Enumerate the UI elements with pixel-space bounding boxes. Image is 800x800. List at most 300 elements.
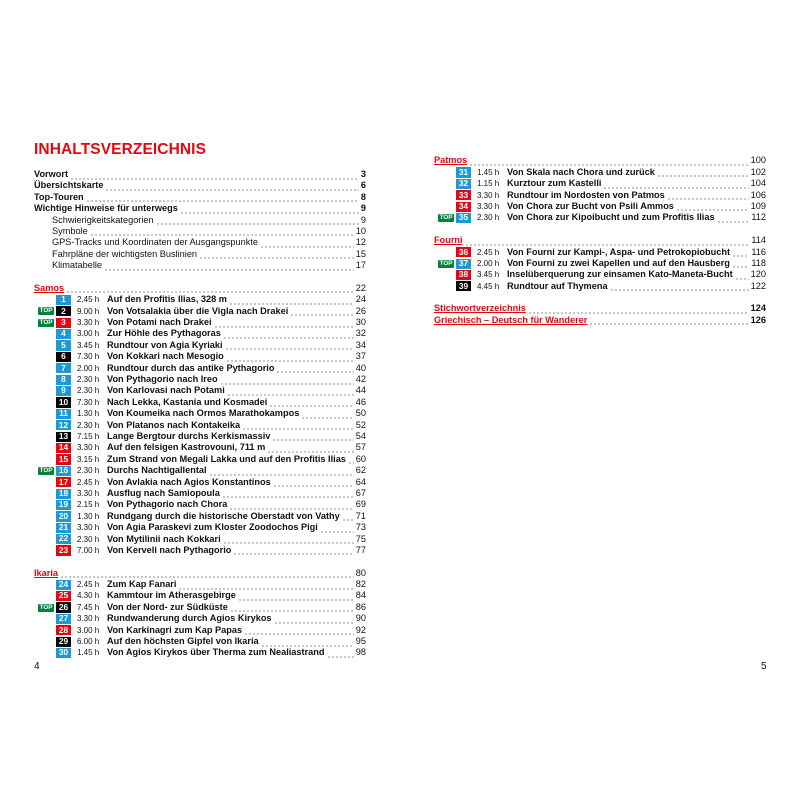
toc-entry-label: Griechisch – Deutsch für Wanderer (434, 314, 588, 325)
tour-number-badge: 23 (56, 545, 71, 555)
tour-number-badge: 15 (56, 454, 71, 464)
leader-dots (199, 249, 354, 260)
tour-page: 34 (355, 339, 366, 350)
tour-page: 60 (355, 453, 366, 464)
leader-dots (735, 269, 749, 280)
tour-number-badge: 14 (56, 443, 71, 453)
toc-entry-label: Klimatabelle (52, 260, 103, 271)
toc-entry[interactable] (34, 192, 366, 203)
leader-dots (223, 534, 354, 545)
leader-dots (301, 408, 353, 419)
page-number-left: 4 (34, 661, 40, 672)
tour-number-badge: 39 (456, 281, 471, 291)
tour-duration: 3.15 h (77, 454, 100, 464)
tour-number-badge: 9 (56, 386, 71, 396)
tour-number-badge: 24 (56, 580, 71, 590)
tour-title: Rundtour im Nordosten von Patmos (507, 189, 665, 200)
toc-entry-label: Symbole (52, 225, 88, 236)
top-badge-slot (34, 307, 56, 315)
tour-duration: 4.45 h (477, 281, 500, 291)
tour-title: Rundgang durch die historische Oberstadt von Vathy (107, 510, 340, 521)
tour-entry[interactable] (34, 511, 366, 522)
tour-page: 90 (355, 613, 366, 624)
tour-title: Von Platanos nach Kontakeika (107, 419, 241, 430)
toc-entry-page: 6 (360, 180, 366, 191)
section-name: Patmos (434, 155, 468, 166)
toc-subentry[interactable] (34, 260, 366, 271)
tour-page: 30 (355, 317, 366, 328)
tour-page: 120 (750, 269, 766, 280)
top-badge: TOP (439, 214, 453, 222)
tour-page: 84 (355, 590, 366, 601)
tour-entry[interactable] (34, 294, 366, 305)
tour-entry[interactable] (434, 190, 766, 201)
tour-entry[interactable] (34, 317, 366, 328)
tour-entry[interactable] (34, 351, 366, 362)
tour-page: 67 (355, 487, 366, 498)
tour-entry[interactable] (34, 625, 366, 636)
tour-entry[interactable] (34, 636, 366, 647)
tour-duration: 7.30 h (77, 397, 100, 407)
tour-entry[interactable] (434, 258, 766, 269)
tour-number-badge: 30 (56, 648, 71, 658)
tour-duration: 3.30 h (77, 614, 100, 624)
tour-duration: 2.45 h (77, 295, 100, 305)
tour-entry[interactable] (34, 465, 366, 476)
leader-dots (717, 212, 750, 223)
tour-number-badge: 29 (56, 637, 71, 647)
tour-entry[interactable] (34, 590, 366, 601)
toc-subentry[interactable] (34, 215, 366, 226)
tour-entry[interactable] (34, 420, 366, 431)
tour-number-badge: 37 (456, 259, 471, 269)
tour-number-badge: 1 (56, 295, 71, 305)
leader-dots (260, 237, 354, 248)
toc-entry-page: 3 (360, 169, 366, 179)
tour-page: 69 (355, 499, 366, 510)
tour-entry[interactable] (34, 613, 366, 624)
tour-entry[interactable] (34, 306, 366, 317)
tour-duration: 7.15 h (77, 431, 100, 441)
tour-title: Auf den höchsten Gipfel von Ikaria (107, 636, 259, 647)
tour-entry[interactable] (434, 167, 766, 178)
tour-duration: 2.45 h (77, 477, 100, 487)
tour-page: 24 (355, 294, 366, 305)
tour-duration: 6.00 h (77, 637, 100, 647)
tour-page: 50 (355, 408, 366, 419)
leader-dots (227, 385, 354, 396)
section-name: Samos (34, 282, 65, 293)
tour-title: Rundtour von Agia Kyriaki (107, 339, 223, 350)
tour-page: 106 (750, 189, 766, 200)
tour-page: 109 (750, 200, 766, 211)
tour-title: Von Kerveli nach Pythagorio (107, 544, 232, 555)
top-badge-slot (434, 260, 456, 268)
tour-number-badge: 4 (56, 329, 71, 339)
toc-left-column (34, 169, 366, 659)
leader-dots (657, 167, 749, 178)
tour-title: Zur Höhle des Pythagoras (107, 328, 221, 339)
tour-entry[interactable] (434, 212, 766, 223)
tour-entry[interactable] (434, 281, 766, 292)
leader-dots (223, 328, 354, 339)
toc-entry-label: Übersichtskarte (34, 180, 104, 191)
leader-dots (220, 374, 354, 385)
tour-number-badge: 5 (56, 340, 71, 350)
top-badge-slot (34, 604, 56, 612)
tour-entry[interactable] (434, 269, 766, 280)
tour-number-badge: 2 (56, 306, 71, 316)
leader-dots (267, 442, 354, 453)
tour-entry[interactable] (34, 408, 366, 419)
leader-dots (214, 317, 354, 328)
front-matter-list (34, 169, 366, 272)
tour-number-badge: 10 (56, 397, 71, 407)
tour-page: 122 (750, 280, 766, 291)
tour-page: 118 (751, 257, 766, 268)
leader-dots (342, 511, 354, 522)
top-badge: TOP (439, 259, 453, 267)
tour-page: 75 (355, 533, 366, 544)
tour-number-badge: 22 (56, 534, 71, 544)
top-badge: TOP (39, 466, 53, 474)
leader-dots (244, 625, 354, 636)
leader-dots (667, 190, 749, 201)
leader-dots (90, 226, 354, 237)
tour-entry[interactable] (34, 488, 366, 499)
tour-title: Zum Kap Fanari (107, 579, 177, 590)
tour-duration: 2.30 h (477, 213, 500, 223)
tour-entry[interactable] (434, 247, 766, 258)
tour-duration: 3.45 h (77, 340, 100, 350)
tour-title: Inselüberquerung zur einsamen Kato-Maneta-Bucht (507, 269, 733, 280)
tour-duration: 2.30 h (77, 534, 100, 544)
toc-entry-label: Wichtige Hinweise für unterwegs (34, 203, 178, 214)
section-heading-patmos[interactable] (434, 155, 766, 166)
tour-title: Von Pythagorio nach Ireo (107, 374, 218, 385)
leader-dots (233, 545, 353, 556)
toc-entry-page: 17 (355, 260, 366, 271)
tour-number-badge: 6 (56, 352, 71, 362)
tour-number-badge: 38 (456, 270, 471, 280)
tour-duration: 3.45 h (477, 270, 500, 280)
section-heading-ikaria[interactable] (34, 568, 366, 579)
tour-duration: 2.45 h (77, 580, 100, 590)
top-badge-slot (34, 319, 56, 327)
tour-title: Ausflug nach Samiopoula (107, 487, 220, 498)
tour-duration: 3.30 h (77, 488, 100, 498)
tour-number-badge: 17 (56, 477, 71, 487)
leader-dots (320, 522, 354, 533)
tour-page: 37 (355, 351, 366, 362)
tour-entry[interactable] (34, 499, 366, 510)
tour-duration: 2.30 h (77, 466, 100, 476)
tour-entry[interactable] (434, 178, 766, 189)
back-matter-entry[interactable] (434, 303, 766, 314)
tour-title: Von Karkinagri zum Kap Papas (107, 624, 243, 635)
top-badge-slot (434, 214, 456, 222)
toc-entry-label: GPS-Tracks und Koordinaten der Ausgangspunkte (52, 237, 258, 248)
leader-dots (732, 247, 749, 258)
tour-page: 77 (355, 544, 366, 555)
tour-duration: 3.00 h (77, 329, 100, 339)
leader-dots (229, 499, 353, 510)
leader-dots (589, 315, 748, 326)
tour-duration: 2.00 h (477, 258, 500, 268)
toc-entry-page: 15 (355, 248, 366, 259)
tour-page: 44 (355, 385, 366, 396)
tour-duration: 2.45 h (477, 247, 500, 257)
toc-entry-label: Vorwort (34, 169, 69, 179)
tour-title: Rundtour auf Thymena (507, 280, 608, 291)
tour-title: Von Avlakia nach Agios Konstantinos (107, 476, 271, 487)
tour-title: Von Agia Paraskevi zum Kloster Zoodochos Pigi (107, 522, 318, 533)
leader-dots (676, 201, 749, 212)
leader-dots (603, 178, 748, 189)
tour-page: 32 (355, 328, 366, 339)
top-badge: TOP (39, 603, 53, 611)
tour-title: Nach Lekka, Kastania und Kosmadei (107, 396, 268, 407)
tour-page: 86 (355, 601, 366, 612)
leader-dots (104, 260, 354, 271)
leader-dots (327, 647, 354, 658)
tour-title: Durchs Nachtigallental (107, 465, 207, 476)
top-badge: TOP (39, 307, 53, 315)
tour-number-badge: 20 (56, 511, 71, 521)
tour-entry[interactable] (34, 340, 366, 351)
tour-page: 82 (355, 579, 366, 590)
leader-dots (269, 397, 353, 408)
tour-duration: 3.30 h (77, 443, 100, 453)
tour-title: Von der Nord- zur Südküste (107, 601, 228, 612)
page-number-right: 5 (761, 661, 767, 672)
tour-duration: 2.30 h (77, 375, 100, 385)
left-sections (34, 283, 366, 659)
section-heading-fourni[interactable] (434, 235, 766, 246)
toc-subentry[interactable] (34, 249, 366, 260)
leader-dots (276, 363, 353, 374)
leader-dots (528, 303, 749, 314)
tour-entry[interactable] (34, 374, 366, 385)
leader-dots (229, 294, 354, 305)
page-title: INHALTSVERZEICHNIS (34, 141, 207, 158)
tour-number-badge: 19 (56, 500, 71, 510)
tour-title: Von Chora zur Bucht von Psili Ammos (507, 200, 674, 211)
tour-page: 57 (355, 442, 366, 453)
tour-number-badge: 32 (456, 179, 471, 189)
leader-dots (209, 465, 354, 476)
tour-page: 52 (355, 419, 366, 430)
tour-number-badge: 13 (56, 432, 71, 442)
leader-dots (272, 431, 353, 442)
leader-dots (348, 454, 354, 465)
toc-subentry[interactable] (34, 237, 366, 248)
tour-page: 26 (355, 305, 366, 316)
leader-dots (465, 235, 750, 246)
tour-number-badge: 11 (56, 409, 71, 419)
tour-entry[interactable] (34, 477, 366, 488)
tour-entry[interactable] (34, 397, 366, 408)
leader-dots (86, 192, 359, 203)
leader-dots (732, 258, 749, 269)
leader-dots (242, 420, 354, 431)
toc-entry[interactable] (34, 180, 366, 191)
tour-duration: 1.45 h (77, 648, 100, 658)
tour-entry[interactable] (34, 522, 366, 533)
leader-dots (261, 636, 354, 647)
tour-number-badge: 28 (56, 625, 71, 635)
tour-title: Von Potami nach Drakei (107, 317, 212, 328)
toc-entry-page: 10 (355, 225, 366, 236)
leader-dots (230, 602, 354, 613)
tour-title: Kurztour zum Kastelli (507, 178, 602, 189)
leader-dots (105, 180, 358, 191)
tour-page: 112 (751, 212, 766, 223)
section-page: 22 (355, 282, 366, 293)
tour-number-badge: 31 (456, 167, 471, 177)
tour-entry[interactable] (34, 328, 366, 339)
leader-dots (60, 568, 354, 579)
tour-entry[interactable] (34, 385, 366, 396)
section-name: Ikaria (34, 567, 59, 578)
tour-title: Von Votsalakia über die Vigla nach Drakei (107, 305, 289, 316)
section-name: Fourni (434, 235, 463, 246)
tour-page: 54 (355, 430, 366, 441)
toc-entry-label: Stichwortverzeichnis (434, 303, 526, 314)
leader-dots (178, 579, 353, 590)
tour-title: Lange Bergtour durchs Kerkismassiv (107, 430, 271, 441)
tour-title: Von Mytilinii nach Kokkari (107, 533, 221, 544)
tour-page: 40 (355, 362, 366, 373)
tour-title: Kammtour im Atherasgebirge (107, 590, 236, 601)
tour-number-badge: 36 (456, 247, 471, 257)
tour-entry[interactable] (34, 442, 366, 453)
section-heading-samos[interactable] (34, 283, 366, 294)
tour-duration: 2.15 h (77, 500, 100, 510)
top-badge-slot (34, 467, 56, 475)
tour-number-badge: 34 (456, 202, 471, 212)
tour-number-badge: 27 (56, 614, 71, 624)
tour-duration: 7.30 h (77, 352, 100, 362)
toc-entry[interactable] (34, 203, 366, 214)
toc-entry-page: 9 (360, 214, 366, 225)
tour-page: 98 (355, 647, 366, 658)
toc-entry-page: 9 (360, 203, 366, 214)
tour-number-badge: 21 (56, 523, 71, 533)
tour-duration: 3.30 h (477, 190, 500, 200)
toc-subentry[interactable] (34, 226, 366, 237)
tour-page: 102 (750, 166, 766, 177)
tour-page: 64 (355, 476, 366, 487)
tour-title: Auf den Profitis Ilias, 328 m (107, 294, 227, 305)
tour-title: Von Fourni zu zwei Kapellen und auf den Hausberg (507, 257, 730, 268)
tour-title: Von Karlovasi nach Potami (107, 385, 225, 396)
leader-dots (610, 281, 749, 292)
tour-title: Von Skala nach Chora und zurück (507, 166, 655, 177)
tour-title: Von Koumeika nach Ormos Marathokampos (107, 408, 300, 419)
tour-duration: 1.30 h (77, 409, 100, 419)
tour-duration: 2.00 h (77, 363, 100, 373)
tour-title: Von Pythagorio nach Chora (107, 499, 228, 510)
tour-number-badge: 35 (456, 213, 471, 223)
tour-entry[interactable] (34, 534, 366, 545)
tour-duration: 3.30 h (77, 523, 100, 533)
tour-page: 71 (355, 510, 366, 521)
tour-entry[interactable] (34, 647, 366, 658)
tour-duration: 2.30 h (77, 420, 100, 430)
tour-entry[interactable] (34, 545, 366, 556)
tour-number-badge: 33 (456, 190, 471, 200)
toc-entry-page: 126 (750, 314, 766, 325)
tour-duration: 1.30 h (77, 511, 100, 521)
toc-right-column (434, 144, 766, 326)
tour-title: Von Kokkari nach Mesogio (107, 351, 224, 362)
tour-entry[interactable] (434, 201, 766, 212)
tour-duration: 4.30 h (77, 591, 100, 601)
leader-dots (70, 169, 359, 180)
tour-duration: 1.15 h (477, 179, 500, 189)
tour-duration: 7.45 h (77, 602, 100, 612)
tour-entry[interactable] (34, 602, 366, 613)
tour-number-badge: 12 (56, 420, 71, 430)
toc-entry[interactable] (34, 169, 366, 180)
toc-entry-label: Schwierigkeitskategorien (52, 214, 154, 225)
right-sections (434, 155, 766, 292)
section-page: 80 (355, 567, 366, 578)
leader-dots (226, 351, 354, 362)
leader-dots (469, 155, 748, 166)
tour-entry[interactable] (34, 579, 366, 590)
tour-title: Von Chora zur Kipoibucht und zum Profitis Ilias (507, 212, 715, 223)
tour-title: Von Fourni zur Kampi-, Aspa- und Petrokopiobucht (507, 246, 731, 257)
tour-duration: 3.30 h (477, 201, 500, 211)
tour-title: Auf den felsigen Kastrovouni, 711 m (107, 442, 266, 453)
leader-dots (222, 488, 354, 499)
back-matter-entry[interactable] (434, 315, 766, 326)
leader-dots (180, 203, 359, 214)
section-page: 100 (750, 155, 766, 166)
leader-dots (66, 283, 354, 294)
tour-number-badge: 25 (56, 591, 71, 601)
tour-page: 42 (355, 374, 366, 385)
tour-number-badge: 8 (56, 375, 71, 385)
tour-title: Zum Strand von Megali Lakka und auf den Profitis Ilias (107, 453, 346, 464)
tour-page: 73 (355, 522, 366, 533)
tour-entry[interactable] (34, 363, 366, 374)
tour-entry[interactable] (34, 454, 366, 465)
tour-page: 62 (355, 465, 366, 476)
tour-title: Rundwanderung durch Agios Kirykos (107, 613, 272, 624)
tour-number-badge: 16 (56, 466, 71, 476)
leader-dots (225, 340, 354, 351)
tour-page: 116 (751, 246, 766, 257)
tour-number-badge: 26 (56, 602, 71, 612)
toc-entry-label: Fahrpläne der wichtigsten Buslinien (52, 248, 198, 259)
section-page: 114 (751, 235, 766, 246)
tour-entry[interactable] (34, 431, 366, 442)
tour-number-badge: 3 (56, 318, 71, 328)
tour-duration: 3.00 h (77, 625, 100, 635)
leader-dots (290, 306, 354, 317)
tour-duration: 2.30 h (77, 386, 100, 396)
tour-title: Von Agios Kirykos über Therma zum Nealiastrand (107, 647, 325, 658)
tour-page: 95 (355, 636, 366, 647)
tour-page: 46 (355, 396, 366, 407)
tour-page: 92 (355, 624, 366, 635)
back-matter-list (434, 303, 766, 326)
toc-entry-page: 12 (355, 237, 366, 248)
toc-entry-label: Top-Touren (34, 191, 84, 202)
